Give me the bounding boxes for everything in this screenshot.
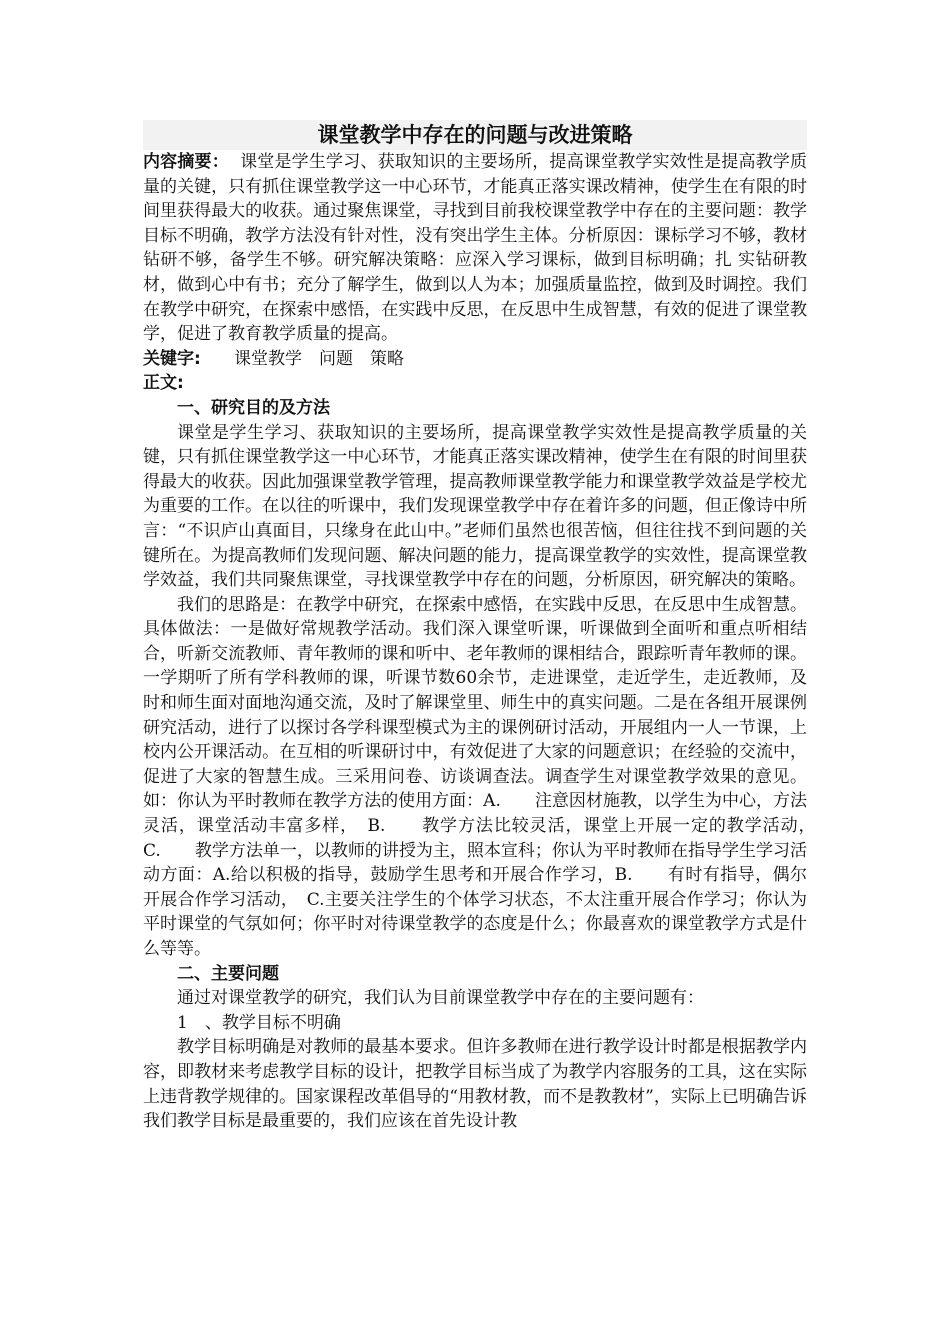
abstract-label: 内容摘要： <box>143 152 229 172</box>
body-label: 正文: <box>143 373 184 394</box>
keywords <box>143 347 807 372</box>
keyword-item: 课堂教学 <box>234 348 303 369</box>
section2-intro: 通过对课堂教学的研究，我们认为目前课堂教学中存在的主要问题有： <box>177 988 704 1009</box>
section1-paragraph-1: 课堂是学生学习、获取知识的主要场所，提高课堂教学实效性是提高教学质量的关键，只有抓住课堂教学这一中心环节，才能真正落实课改精神，使学生在有限的时间里获得最大的收获。因此加强课堂教学管理，提高教师课堂教学能力和课堂教学效益是学校尤为重要的工作。在以往的听课中，我们发现课堂教学中存在着许多的问题，但正像诗中所言：“不识庐山真面目，只缘身在此山中。”老师们虽然也很苦恼，但往往找不到问题的关键所在。为提高教师们发现问题、解决问题的能力，提高课堂教学的实效性，提高课堂教学效益，我们共同聚焦课堂，寻找课堂教学中存在的问题，分析原因，研究解决的策略。 <box>143 422 807 591</box>
section2-paragraph-1: 教学目标明确是对教师的最基本要求。但许多教师在进行教学设计时都是根据教学内容，即教材来考虑教学目标的设计，把教学目标当成了为教学内容服务的工具，这在实际上违背教学规律的。国家课程改革倡导的“用教材教，而不是教教材”，实际上已明确告诉我们教学目标是最重要的，我们应该在首先设计教 <box>143 1037 807 1132</box>
section-heading-2: 二、主要问题 <box>177 963 279 984</box>
section-heading-1: 一、研究目的及方法 <box>177 397 330 418</box>
section2-subheading-1: 1 、教学目标不明确 <box>177 1012 341 1033</box>
abstract-text: 课堂是学生学习、获取知识的主要场所，提高课堂教学实效性是提高教学质量的关键，只有抓住课堂教学这一中心环节，才能真正落实课改精神，使学生在有限的时间里获得最大的收获。通过聚焦课堂，寻找到目前我校课堂教学中存在的主要问题：教学目标不明确，教学方法没有针对性，没有突出学生主体。分析原因：课标学习不够，教材钻研不够，备学生不够。研究解决策略：应深入学习课标，做到目标明确；扎 实钻研教材，做到心中有书；充分了解学生，做到以人为本；加强质量监控，做到及时调控。我们在教学中研究，在探索中感悟，在实践中反思，在反思中生成智慧，有效的促进了课堂教学，促进了教育教学质量的提高。 <box>143 152 808 345</box>
keyword-item: 策略 <box>370 348 405 369</box>
abstract <box>143 150 807 347</box>
keyword-item: 问题 <box>319 348 354 369</box>
keywords-label: 关键字: <box>143 348 201 369</box>
document-page <box>143 120 824 1134</box>
section1-paragraph-2: 我们的思路是：在教学中研究，在探索中感悟，在实践中反思，在反思中生成智慧。具体做法：一是做好常规教学活动。我们深入课堂听课，听课做到全面听和重点听相结合，听新交流教师、青年教师的课和听中、老年教师的课相结合，跟踪听青年教师的课。一学期听了所有学科教师的课，听课节数60余节，走进课堂，走近学生，走近教师，及时和师生面对面地沟通交流，及时了解课堂里、师生中的真实问题。二是在各组开展课例研究活动，进行了以探讨各学科课型模式为主的课例研讨活动，开展组内一人一节课，上校内公开课活动。在互相的听课研讨中，有效促进了大家的问题意识；在经验的交流中，促进了大家的智慧生成。三采用问卷、访谈调查法。调查学生对课堂教学效果的意见。如：你认为平时教师在教学方法的使用方面：A. 注意因材施教，以学生为中心，方法灵活，课堂活动丰富多样， B. 教学方法比较灵活，课堂上开展一定的教学活动， C. 教学方法单一，以教师的讲授为主，照本宣科；你认为平时教师在指导学生学习活动方面：A.给以积极的指导，鼓励学生思考和开展合作学习，B. 有时有指导，偶尔开展合作学习活动， C.主要关注学生的个体学习状态，不太注重开展合作学习；你认为平时课堂的气氛如何；你平时对待课堂教学的态度是什么；你最喜欢的课堂教学方式是什么等等。 <box>143 594 824 959</box>
document-title: 课堂教学中存在的问题与改进策略 <box>143 120 807 150</box>
